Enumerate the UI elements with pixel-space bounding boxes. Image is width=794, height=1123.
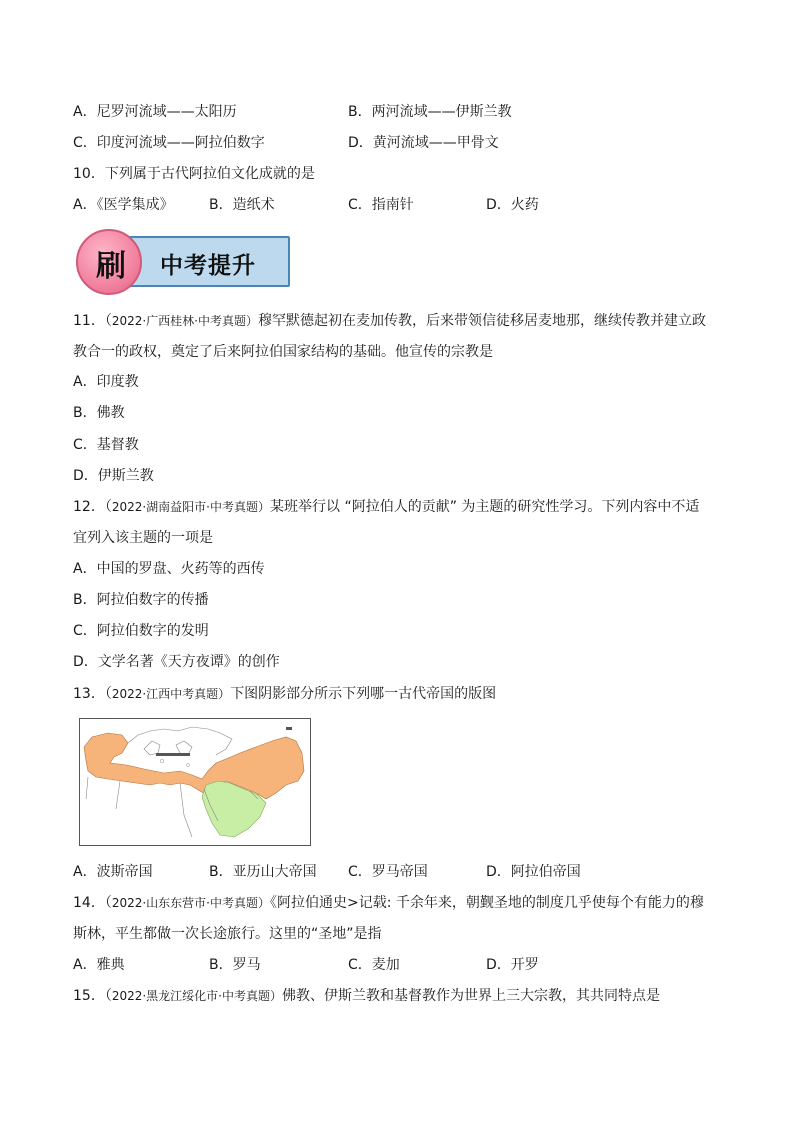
- q11-number: 11．（: [73, 313, 112, 329]
- q14-option-d: D．开罗: [486, 957, 539, 973]
- q11-stem: [73, 311, 706, 331]
- q15-source: 2022·黑龙江绥化市·中考真题）: [111, 989, 282, 1003]
- banner-title: 中考提升: [160, 253, 256, 279]
- q14-stem: [73, 893, 704, 913]
- map-island: [160, 759, 164, 763]
- q13-option-d: D．阿拉伯帝国: [486, 864, 581, 880]
- q15-number: 15．（: [73, 988, 112, 1004]
- map-europe-outline: [128, 727, 232, 755]
- q12-stem: [73, 497, 699, 517]
- q12-stem-text: 某班举行以 “阿拉伯人的贡献” 为主题的研究性学习。下列内容中不适: [270, 499, 700, 515]
- q13-stem: [73, 684, 496, 704]
- q13-stem-text: 下图阴影部分所示下列哪一古代帝国的版图: [230, 686, 497, 702]
- q11-stem-line2: 教合一的政权，奠定了后来阿拉伯国家结构的基础。他宣传的宗教是: [73, 344, 493, 360]
- q12-option-c: C．阿拉伯数字的发明: [73, 623, 209, 639]
- q10-option-d: D．火药: [486, 197, 539, 213]
- q10-stem: 10．下列属于古代阿拉伯文化成就的是: [73, 166, 315, 182]
- q12-number: 12．（: [73, 499, 112, 515]
- q13-option-b: B．亚历山大帝国: [209, 864, 317, 880]
- q13-option-a: A．波斯帝国: [73, 864, 153, 880]
- q10-option-a: A．《医学集成》: [73, 197, 174, 213]
- banner-char: 刷: [96, 249, 126, 284]
- q12-option-b: B．阿拉伯数字的传播: [73, 592, 209, 608]
- q9-option-c: C．印度河流域——阿拉伯数字: [73, 135, 265, 151]
- q15-stem-text: 佛教、伊斯兰教和基督教作为世界上三大宗教，其共同特点是: [282, 988, 660, 1004]
- q14-number: 14．（: [73, 895, 112, 911]
- map-label-mark: [286, 727, 292, 730]
- q11-option-d: D．伊斯兰教: [73, 468, 154, 484]
- q13-option-c: C．罗马帝国: [348, 864, 428, 880]
- q11-source: 2022·广西桂林·中考真题）: [111, 314, 258, 328]
- q9-option-b: B．两河流域——伊斯兰教: [348, 104, 512, 120]
- q13-source: 2022·江西中考真题）: [111, 687, 231, 701]
- q15-stem: [73, 986, 660, 1006]
- q12-option-a: A．中国的罗盘、火药等的西传: [73, 561, 265, 577]
- empire-map-svg: [80, 719, 309, 844]
- q12-source: 2022·湖南益阳市·中考真题）: [111, 500, 270, 514]
- q9-option-a: A．尼罗河流域——太阳历: [73, 104, 237, 120]
- q9-option-d: D．黄河流域——甲骨文: [348, 135, 499, 151]
- q14-source: 2022·山东东营市·中考真题）: [111, 896, 270, 910]
- q11-stem-text: 穆罕默德起初在麦加传教，后来带领信徒移居麦地那，继续传教并建立政: [258, 313, 706, 329]
- q14-option-a: A．雅典: [73, 957, 125, 973]
- empire-map-image: [79, 718, 311, 846]
- banner-circle-badge: [76, 229, 142, 295]
- q11-option-b: B．佛教: [73, 405, 125, 421]
- map-island: [187, 764, 190, 767]
- map-africa-coast: [86, 777, 192, 837]
- q11-option-c: C．基督教: [73, 437, 139, 453]
- q14-option-b: B．罗马: [209, 957, 261, 973]
- q10-option-c: C．指南针: [348, 197, 414, 213]
- q12-option-d: D．文学名著《天方夜谭》的创作: [73, 654, 280, 670]
- q14-stem-text: 《阿拉伯通史>记载: 千余年来，朝觐圣地的制度几乎使每个有能力的穆: [270, 895, 704, 911]
- map-label-mark: [156, 753, 190, 756]
- q11-option-a: A．印度教: [73, 374, 139, 390]
- q10-option-b: B．造纸术: [209, 197, 275, 213]
- q14-option-c: C．麦加: [348, 957, 400, 973]
- section-banner: [76, 233, 292, 291]
- q12-stem-line2: 宜列入该主题的一项是: [73, 530, 213, 546]
- q14-stem-line2: 斯林，平生都做一次长途旅行。这里的“圣地”是指: [73, 926, 382, 942]
- map-empire-region: [84, 733, 304, 799]
- q13-number: 13．（: [73, 686, 112, 702]
